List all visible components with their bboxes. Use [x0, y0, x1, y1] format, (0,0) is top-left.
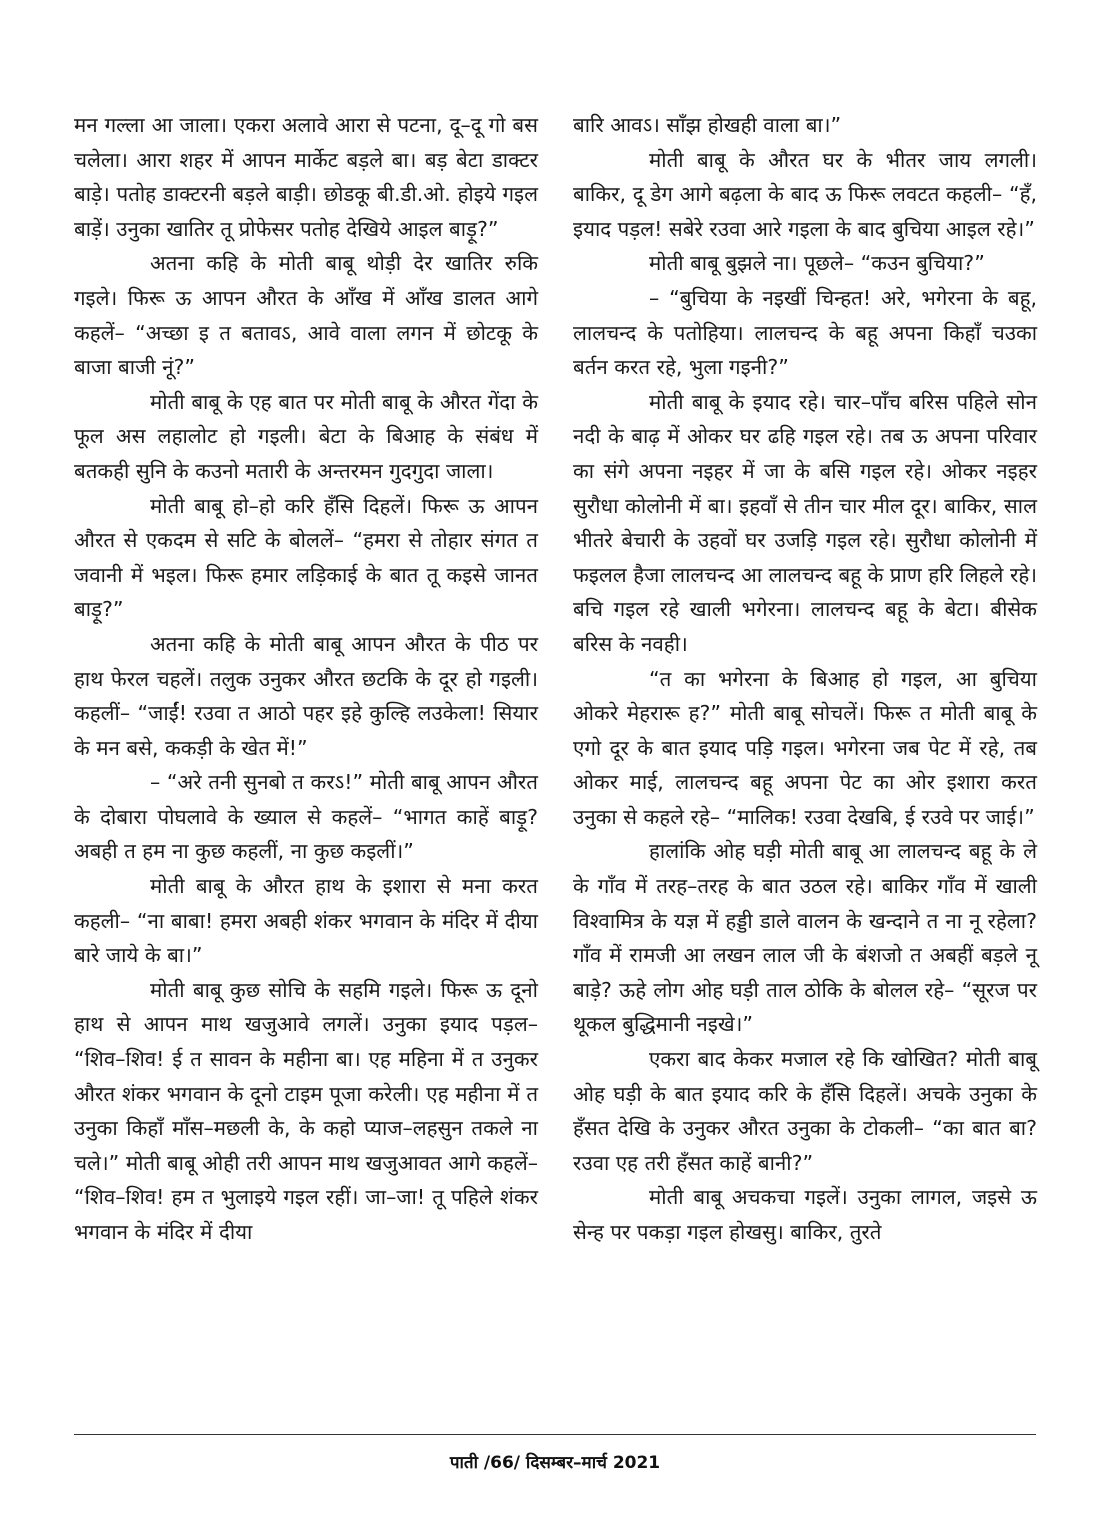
paragraph: मोती बाबू के औरत घर के भीतर जाय लगली। बाकिर, दू डेग आगे बढ़ला के बाद ऊ फिरू लवटत कहली– “हँ, इयाद पड़ल! सबेरे रउवा आरे गइला के बाद बुचिया आइल रहे।”	[573, 147, 1037, 241]
right-text-column	[573, 108, 1037, 1250]
paragraph: बारि आवऽ। साँझ होखही वाला बा।”	[573, 113, 842, 137]
left-text-column	[74, 108, 538, 1250]
paragraph: अतना कहि के मोती बाबू थोड़ी देर खातिर रुकि गइले। फिरू ऊ आपन औरत के आँख में आँख डालत आगे कहलें– “अच्छा इ त बतावऽ, आवे वाला लगन में छोटकू के बाजा बाजी नूं?”	[74, 251, 538, 380]
page-footer: पाती /66/ दिसम्बर–मार्च 2021	[449, 1453, 661, 1473]
paragraph: “त का भगेरना के बिआह हो गइल, आ बुचिया ओकरे मेहरारू ह?” मोती बाबू सोचलें। फिरू त मोती बाबू के एगो दूर के बात इयाद पड़ि गइल। भगेरना जब पेट में रहे, तब ओकर माई, लालचन्द बहू अपना पेट का ओर इशारा करत उनुका से कहले रहे– “मालिक! रउवा देखबि, ई रउवे पर जाई।”	[573, 666, 1037, 829]
paragraph: मोती बाबू के एह बात पर मोती बाबू के औरत गेंदा के फूल अस लहालोट हो गइली। बेटा के बिआह के संबंध में बतकही सुनि के कउनो मतारी के अन्तरमन गुदगुदा जाला।	[74, 389, 538, 483]
paragraph: मोती बाबू अचकचा गइलें। उनुका लागल, जइसे ऊ सेन्ह पर पकड़ा गइल होखसु। बाकिर, तुरते	[573, 1185, 1037, 1244]
paragraph: मन गल्ला आ जाला। एकरा अलावे आरा से पटना, दू–दू गो बस चलेला। आरा शहर में आपन मार्केट बड़ले बा। बड़ बेटा डाक्टर बाड़े। पतोह डाक्टरनी बड़ले बाड़ी। छोडकू बी.डी.ओ. होइये गइल बाड़ें। उनुका खातिर तू प्रोफेसर पतोह देखिये आइल बाड़ू?”	[74, 113, 538, 241]
paragraph: मोती बाबू बुझले ना। पूछले– “कउन बुचिया?”	[649, 251, 985, 276]
paragraph: – “बुचिया के नइखीं चिन्हत! अरे, भगेरना के बहू, लालचन्द के पतोहिया। लालचन्द के बहू अपना किहाँ चउका बर्तन करत रहे, भुला गइनी?”	[573, 285, 1037, 380]
paragraph: मोती बाबू के औरत हाथ के इशारा से मना करत कहली– “ना बाबा! हमरा अबही शंकर भगवान के मंदिर में दीया बारे जाये के बा।”	[74, 874, 538, 968]
paragraph: अतना कहि के मोती बाबू आपन औरत के पीठ पर हाथ फेरल चहलें। तलुक उनुकर औरत छटकि के दूर हो गइली। कहलीं– “जाईं! रउवा त आठो पहर इहे कुल्हि लउकेला! सियार के मन बसे, ककड़ी के खेत में!”	[74, 631, 538, 760]
paragraph: मोती बाबू कुछ सोचि के सहमि गइले। फिरू ऊ दूनो हाथ से आपन माथ खजुआवे लगलें। उनुका इयाद पड़ल– “शिव–शिव! ई त सावन के महीना बा। एह महिना में त उनुकर औरत शंकर भगवान के दूनो टाइम पूजा करेली। एह महीना में त उनुका किहाँ माँस–मछली के, के कहो प्याज–लहसुन तकले ना चले।” मोती बाबू ओही तरी आपन माथ खजुआवत आगे कहलें– “शिव–शिव! हम त भुलाइये गइल रहीं। जा–जा! तू पहिले शंकर भगवान के मंदिर में दीया	[74, 977, 538, 1244]
paragraph: मोती बाबू के इयाद रहे। चार–पाँच बरिस पहिले सोन नदी के बाढ़ में ओकर घर ढहि गइल रहे। तब ऊ अपना परिवार का संगे अपना नइहर में जा के बसि गइल रहे। ओकर नइहर सुरौधा कोलोनी में बा। इहवाँ से तीन चार मील दूर। बाकिर, साल भीतरे बेचारी के उहवों घर उजड़ि गइल रहे। सुरौधा कोलोनी में फइलल हैजा लालचन्द आ लालचन्द बहू के प्राण हरि लिहले रहे। बचि गइल रहे खाली भगेरना। लालचन्द बहू के बेटा। बीसेक बरिस के नवही।	[573, 389, 1037, 656]
paragraph: मोती बाबू हो–हो करि हँसि दिहलें। फिरू ऊ आपन औरत से एकदम से सटि के बोललें– “हमरा से तोहार संगत त जवानी में भइल। फिरू हमार लड़िकाई के बात तू कइसे जानत बाड़ू?”	[74, 493, 538, 622]
paragraph: – “अरे तनी सुनबो त करऽ!” मोती बाबू आपन औरत के दोबारा पोघलावे के ख्याल से कहलें– “भागत काहें बाड़ू? अबही त हम ना कुछ कहलीं, ना कुछ कइलीं।”	[74, 770, 538, 864]
paragraph: एकरा बाद केकर मजाल रहे कि खोखित? मोती बाबू ओह घड़ी के बात इयाद करि के हँसि दिहलें। अचके उनुका के हँसत देखि के उनुकर औरत उनुका के टोकली– “का बात बा? रउवा एह तरी हँसत काहें बानी?”	[573, 1047, 1037, 1175]
footer-divider	[74, 1434, 1036, 1435]
paragraph: हालांकि ओह घड़ी मोती बाबू आ लालचन्द बहू के ले के गाँव में तरह–तरह के बात उठल रहे। बाकिर गाँव में खाली विश्वामित्र के यज्ञ में हड्डी डाले वालन के खन्दाने त ना नू रहेला? गाँव में रामजी आ लखन लाल जी के बंशजो त अबहीं बड़ले नू बाड़े? ऊहे लोग ओह घड़ी ताल ठोकि के बोलल रहे– “सूरज पर थूकल बुद्धिमानी नइखे।”	[573, 839, 1037, 1037]
